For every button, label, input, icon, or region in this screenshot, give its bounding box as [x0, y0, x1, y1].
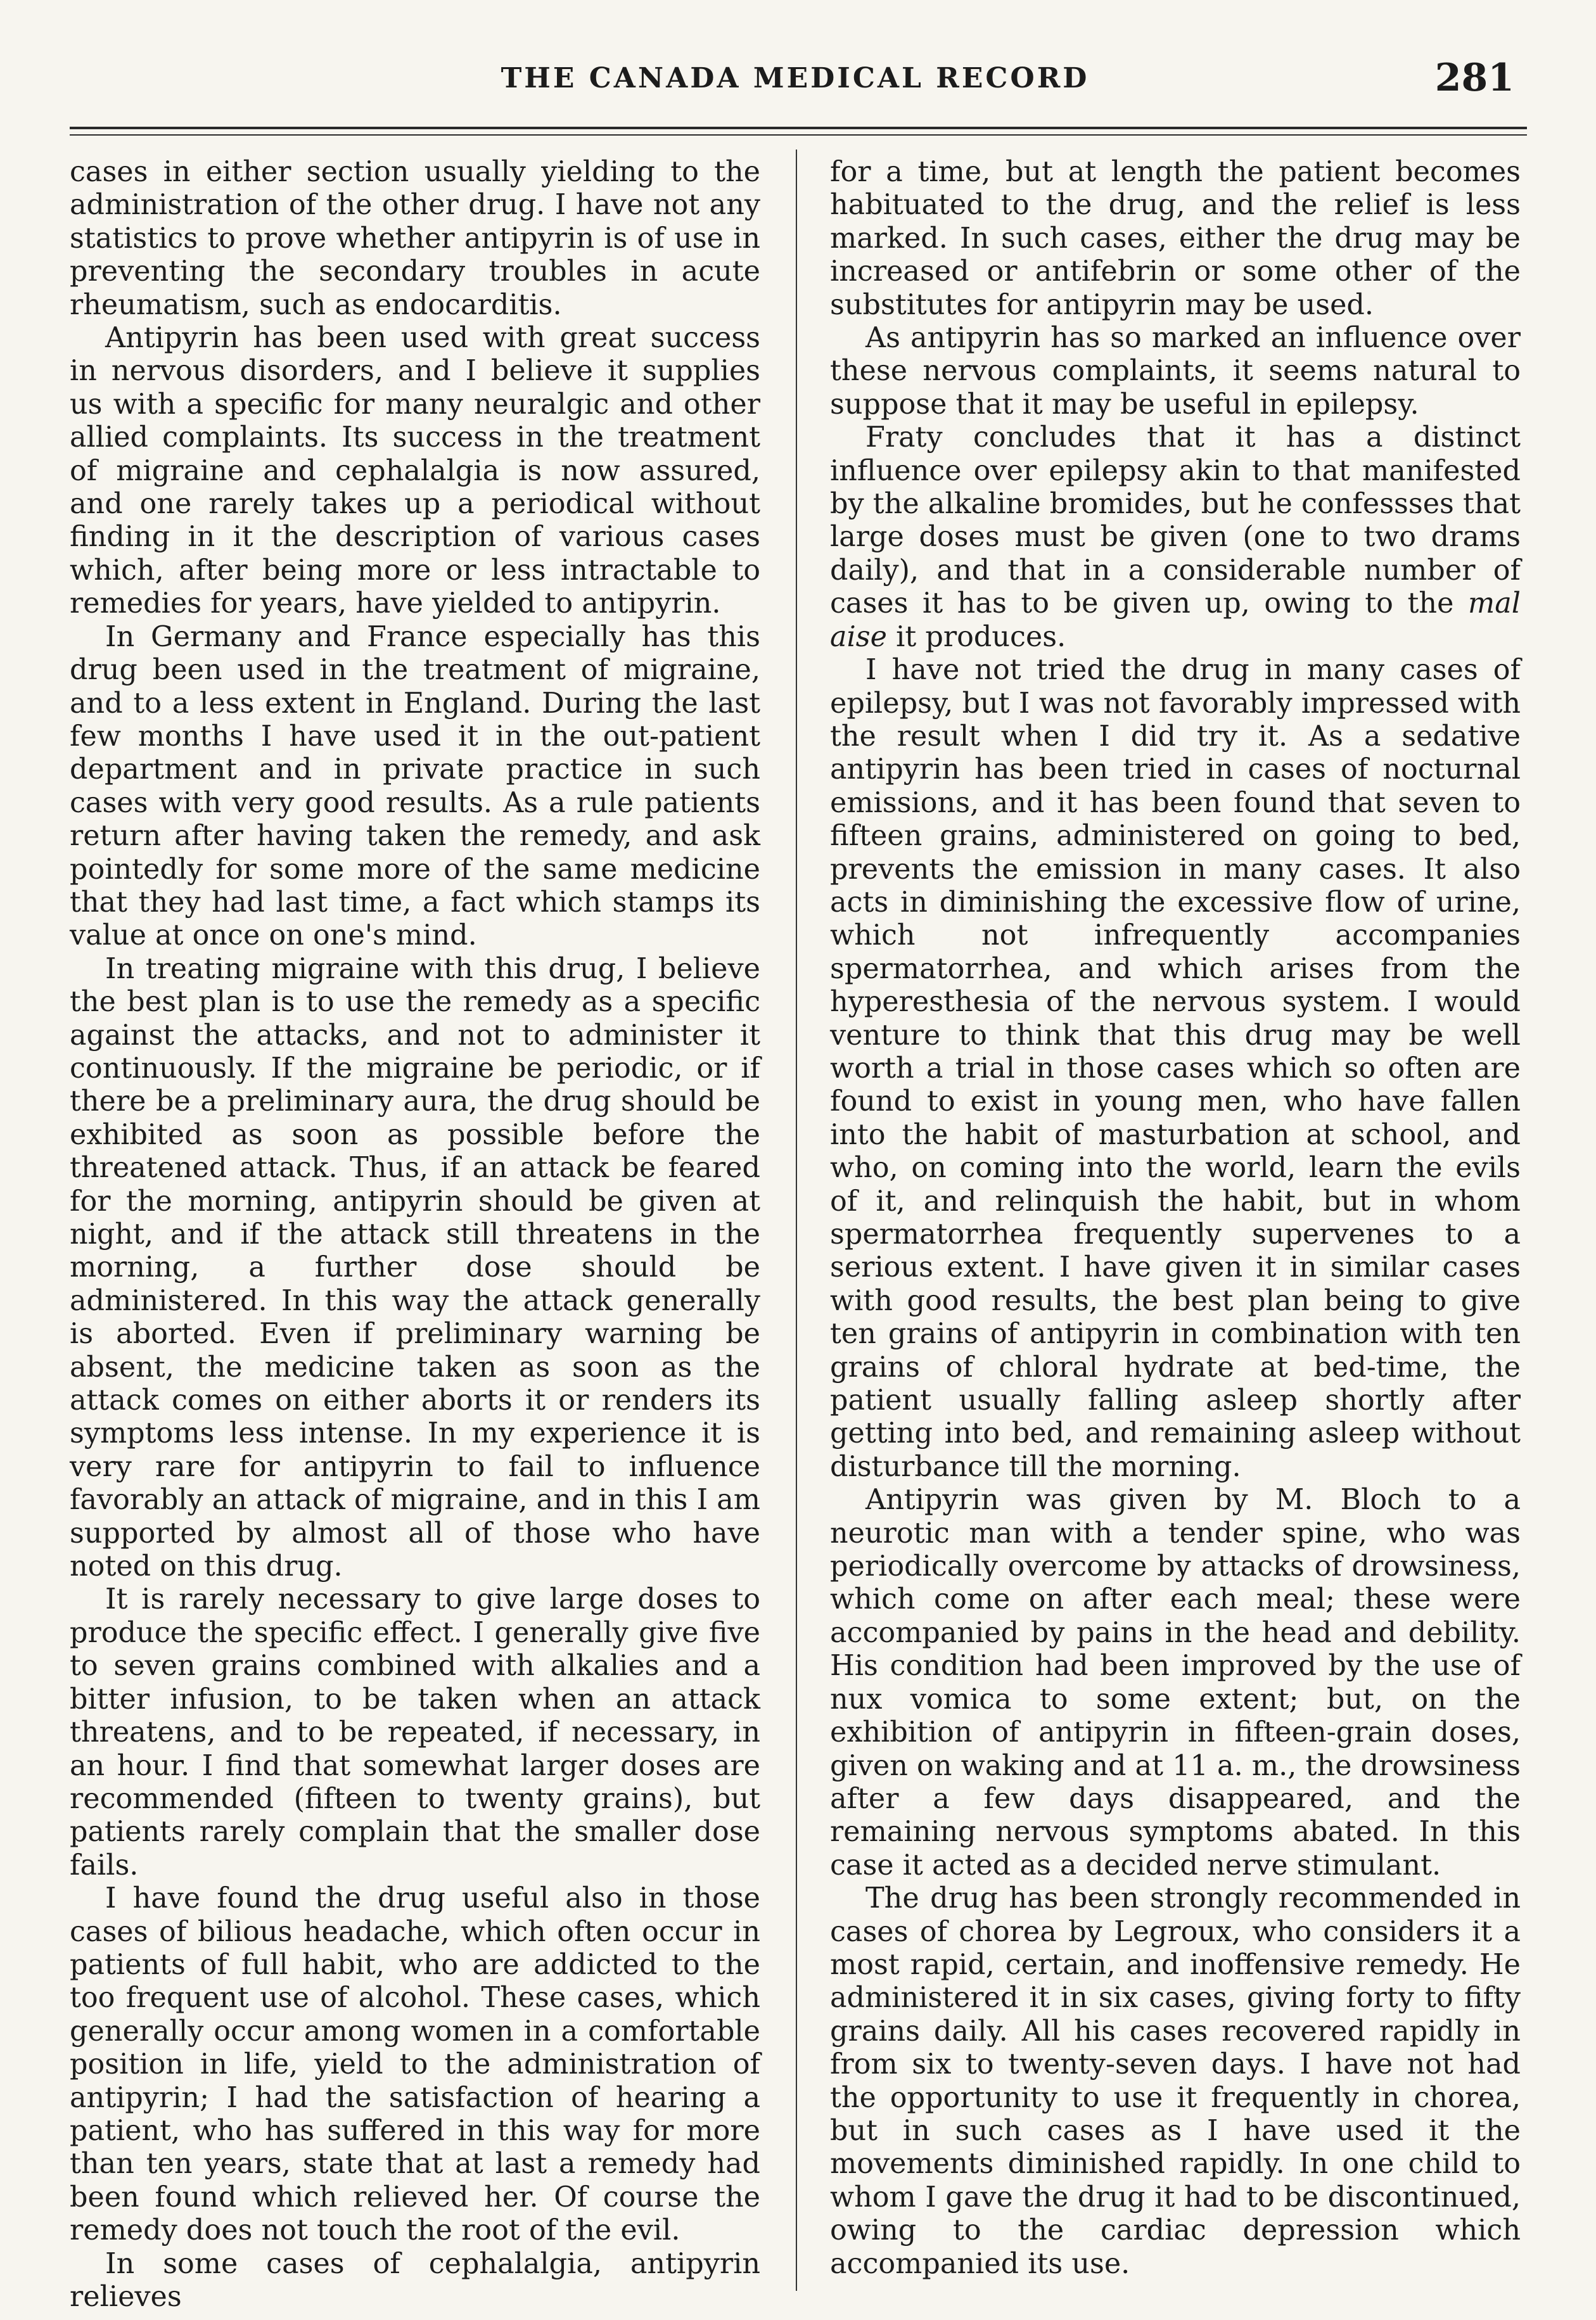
paragraph	[830, 421, 1521, 654]
paragraph-text: Fraty concludes that it has a distinct influence over epilepsy akin to that manifested by the alkaline bromides, but he confessses that large doses must be given (one to two drams daily), and that in a considerable number of cases it has to be given up, owing to the	[830, 421, 1521, 620]
paragraph: As antipyrin has so marked an influence over these nervous complaints, it seems natural to suppose that it may be useful in epilepsy.	[830, 322, 1521, 421]
paragraph: In some cases of cephalalgia, antipyrin relieves	[70, 2247, 760, 2313]
left-column	[70, 156, 760, 2314]
italic-phrase: mal aise	[830, 587, 1521, 653]
paragraph: Antipyrin has been used with great success in nervous disorders, and I believe it supplies us with a specific for many neuralgic and other allied complaints. Its success in the treatment of migraine and cephalalgia is now assured, and one rarely takes up a periodical without finding in it the description of various cases which, after being more or less intractable to remedies for years, have yielded to antipyrin.	[70, 322, 760, 620]
page-number: 281	[1434, 56, 1514, 100]
column-divider	[796, 150, 797, 2291]
paragraph: In treating migraine with this drug, I believe the best plan is to use the remedy as a specific against the attacks, and not to administer it continuously. If the migraine be periodic, or if there be a preliminary aura, the drug should be exhibited as soon as possible before the threatened attack. Thus, if an attack be feared for the morning, antipyrin should be given at night, and if the attack still threatens in the morning, a further dose should be administered. In this way the attack generally is aborted. Even if preliminary warning be absent, the medicine taken as soon as the attack comes on either aborts it or renders its symptoms less intense. In my experience it is very rare for antipyrin to fail to influence favorably an attack of migraine, and in this I am supported by almost all of those who have noted on this drug.	[70, 952, 760, 1583]
paragraph: I have not tried the drug in many cases of epilepsy, but I was not favorably impressed with the result when I did try it. As a sedative antipyrin has been tried in cases of nocturnal emissions, and it has been found that seven to fifteen grains, administered on going to bed, prevents the emission in many cases. It also acts in diminishing the excessive flow of urine, which not infrequently accompanies spermatorrhea, and which arises from the hyperesthesia of the nervous system. I would venture to think that this drug may be well worth a trial in those cases which so often are found to exist in young men, who have fallen into the habit of masturbation at school, and who, on coming into the world, learn the evils of it, and relinquish the habit, but in whom spermatorrhea frequently supervenes to a serious extent. I have given it in similar cases with good results, the best plan being to give ten grains of antipyrin in combination with ten grains of chloral hydrate at bed-time, the patient usually falling asleep shortly after getting into bed, and remaining asleep without disturbance till the morning.	[830, 654, 1521, 1483]
paragraph: It is rarely necessary to give large doses to produce the specific effect. I generally give five to seven grains combined with alkalies and a bitter infusion, to be taken when an attack threatens, and to be repeated, if necessary, in an hour. I find that somewhat larger doses are recommended (fifteen to twenty grains), but patients rarely complain that the smaller dose fails.	[70, 1583, 760, 1882]
journal-title: THE CANADA MEDICAL RECORD	[501, 62, 1090, 94]
paragraph-text: it produces.	[886, 620, 1066, 653]
page-header	[76, 56, 1514, 106]
right-column	[830, 156, 1521, 2281]
paragraph: I have found the drug useful also in those cases of bilious headache, which often occur in patients of full habit, who are addicted to the too frequent use of alcohol. These cases, which generally occur among women in a comfortable position in life, yield to the administration of antipyrin; I had the satisfaction of hearing a patient, who has suffered in this way for more than ten years, state that at last a remedy had been found which relieved her. Of course the remedy does not touch the root of the evil.	[70, 1882, 760, 2247]
header-rule-thin	[70, 134, 1527, 136]
paragraph: for a time, but at length the patient becomes habituated to the drug, and the relief is less marked. In such cases, either the drug may be increased or antifebrin or some other of the substitutes for antipyrin may be used.	[830, 156, 1521, 321]
paragraph: Antipyrin was given by M. Bloch to a neurotic man with a tender spine, who was periodically overcome by attacks of drowsiness, which come on after each meal; these were accompanied by pains in the head and debility. His condition had been improved by the use of nux vomica to some extent; but, on the exhibition of antipyrin in fifteen-grain doses, given on waking and at 11 a. m., the drowsiness after a few days disappeared, and the remaining nervous symptoms abated. In this case it acted as a decided nerve stimulant.	[830, 1484, 1521, 1882]
paragraph: The drug has been strongly recommended in cases of chorea by Legroux, who considers it a most rapid, certain, and inoffensive remedy. He administered it in six cases, giving forty to fifty grains daily. All his cases recovered rapidly in from six to twenty-seven days. I have not had the opportunity to use it frequently in chorea, but in such cases as I have used it the movements diminished rapidly. In one child to whom I gave the drug it had to be discontinued, owing to the cardiac depression which accompanied its use.	[830, 1882, 1521, 2280]
paragraph: In Germany and France especially has this drug been used in the treatment of migraine, and to a less extent in England. During the last few months I have used it in the out-patient department and in private practice in such cases with very good results. As a rule patients return after having taken the remedy, and ask pointedly for some more of the same medicine that they had last time, a fact which stamps its value at once on one's mind.	[70, 620, 760, 952]
paragraph: cases in either section usually yielding to the administration of the other drug. I have not any statistics to prove whether antipyrin is of use in preventing the secondary troubles in acute rheumatism, such as endocarditis.	[70, 156, 760, 321]
header-rule	[70, 127, 1527, 129]
